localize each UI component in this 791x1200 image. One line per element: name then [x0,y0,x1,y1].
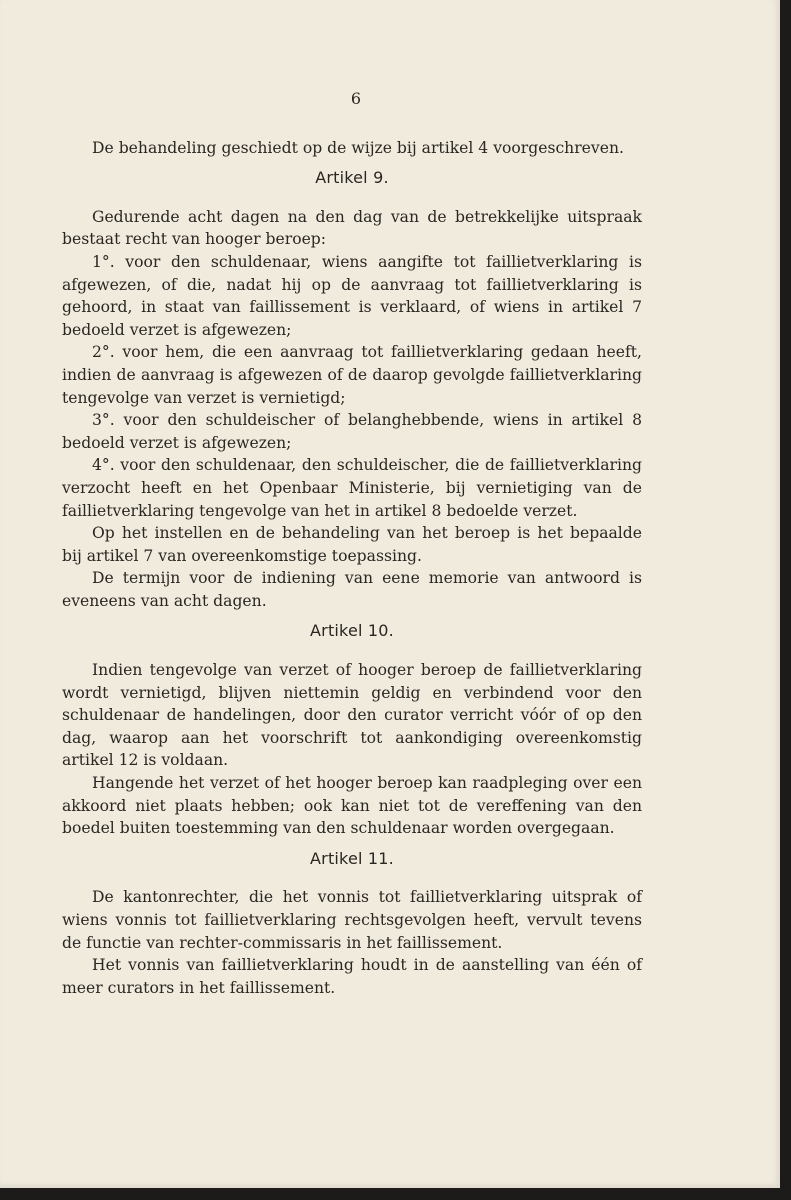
article-9-paragraph: Op het instellen en de behandeling van het beroep is het bepaalde bij artikel 7 van overeenkomstige toepassing. [62,524,642,565]
article-10-heading: Artikel 10. [310,621,394,641]
article-11-paragraph: Het vonnis van faillietverklaring houdt in de aanstelling van één of meer curators in het faillissement. [62,956,642,997]
article-9-paragraph: 3°. voor den schuldeischer of belanghebbende, wiens in artikel 8 bedoeld verzet is afgewezen; [62,411,642,452]
page-content [62,88,642,999]
article-9-paragraph: De termijn voor de indiening van eene memorie van antwoord is eveneens van acht dagen. [62,569,642,610]
intro-paragraph: De behandeling geschiedt op de wijze bij artikel 4 voorgeschreven. [92,138,624,157]
article-10-paragraph: Hangende het verzet of het hooger beroep kan raadpleging over een akkoord niet plaats hebben; ook kan niet tot de vereffening van den boedel buiten toestemming van den schuldenaar worden overgegaan. [62,774,642,838]
page-number: 6 [350,89,362,108]
article-9-paragraph: 2°. voor hem, die een aanvraag tot faillietverklaring gedaan heeft, indien de aanvraag is afgewezen of de daarop gevolgde faillietverklaring tengevolge van verzet is vernietigd; [62,343,642,407]
article-9-paragraph: Gedurende acht dagen na den dag van de betrekkelijke uitspraak bestaat recht van hooger beroep: [62,207,642,249]
article-9-heading: Artikel 9. [315,168,389,188]
article-11-paragraph: De kantonrechter, die het vonnis tot faillietverklaring uitsprak of wiens vonnis tot faillietverklaring rechtsgevolgen heeft, vervult tevens de functie van rechter-commissaris in het faillissement. [62,888,642,952]
article-11-heading: Artikel 11. [310,848,394,868]
article-9-paragraph: 4°. voor den schuldenaar, den schuldeischer, die de faillietverklaring verzocht heeft en het Openbaar Ministerie, bij vernietiging van de faillietverklaring tengevolge van het in artikel 8 bedoelde verzet. [62,456,642,520]
article-10-paragraph: Indien tengevolge van verzet of hooger beroep de faillietverklaring wordt vernietigd, blijven niettemin geldig en verbindend voor den schuldenaar de handelingen, door den curator verricht vóór of op den dag, waarop aan het voorschrift tot aankondiging overeenkomstig artikel 12 is voldaan. [62,661,642,770]
article-9-paragraph: 1°. voor den schuldenaar, wiens aangifte tot faillietverklaring is afgewezen, of die, nadat hij op de aanvraag tot faillietverklaring is gehoord, in staat van faillissement is verklaard, of wiens in artikel 7 bedoeld verzet is afgewezen; [62,252,642,339]
